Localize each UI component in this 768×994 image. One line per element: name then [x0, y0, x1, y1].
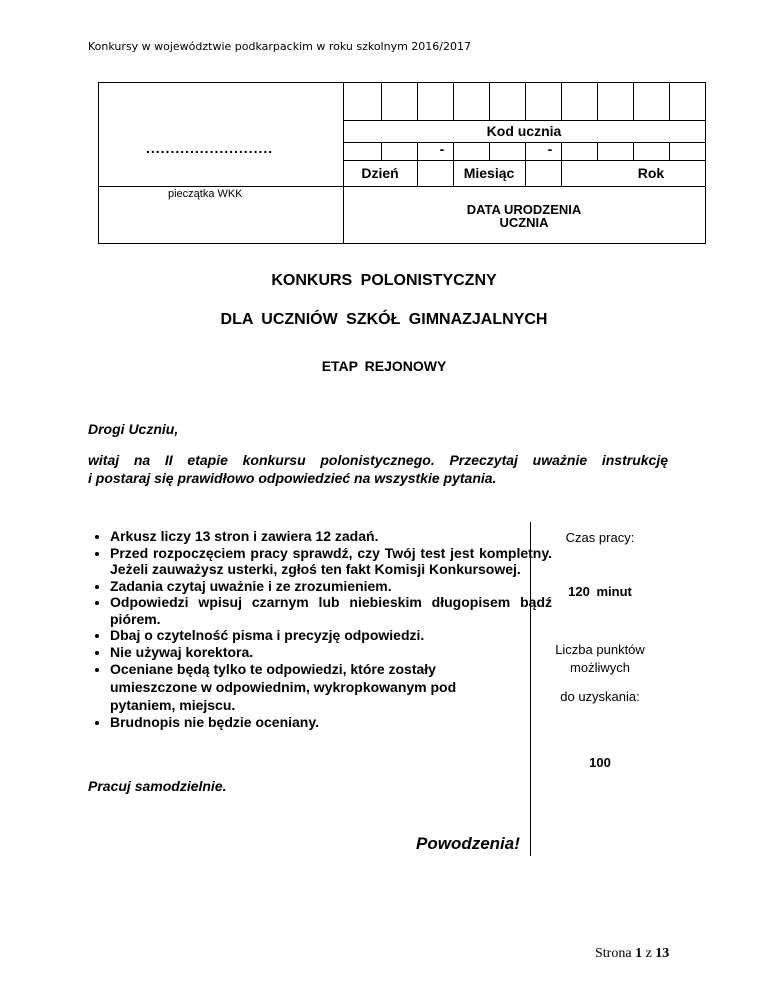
work-alone-note: Pracuj samodzielnie. — [88, 778, 227, 794]
page-number: Strona 1 z 13 — [595, 946, 670, 961]
points-value: 100 — [589, 755, 611, 770]
list-item: • Nie używaj korektora. — [110, 644, 552, 661]
column-divider — [530, 522, 531, 856]
stamp-dots: .......................... — [146, 140, 274, 156]
points-label: Liczba punktów możliwych — [555, 642, 645, 675]
time-value: 120 minut — [568, 584, 632, 599]
list-item: • Dbaj o czytelność pisma i precyzję odpowiedzi. — [110, 627, 552, 644]
intro-line-1: witaj na II etapie konkursu polonistycznego. Przeczytaj uważnie instrukcję — [88, 452, 668, 468]
list-item: • Arkusz liczy 13 stron i zawiera 12 zadań. — [110, 528, 552, 545]
points-label-cont: do uzyskania: — [560, 689, 640, 704]
instructions-list — [88, 528, 552, 731]
greeting: Drogi Uczniu, — [88, 421, 179, 437]
running-header: Konkursy w województwie podkarpackim w roku szkolnym 2016/2017 — [88, 40, 471, 53]
date-separator: - — [547, 141, 553, 157]
stage-title: ETAP REJONOWY — [321, 358, 447, 374]
good-luck: Powodzenia! — [416, 834, 520, 853]
list-item: • Odpowiedzi wpisuj czarnym lub niebieskim długopisem bądź piórem. — [110, 594, 552, 627]
month-label: Miesiąc — [463, 165, 515, 181]
student-info-box — [98, 82, 706, 244]
list-item: • Brudnopis nie będzie oceniany. — [110, 714, 552, 731]
birthdate-label: DATA URODZENIA UCZNIA — [466, 202, 582, 230]
stamp-label: pieczątka WKK — [168, 188, 243, 200]
contest-title: KONKURS POLONISTYCZNY — [271, 272, 497, 289]
time-label: Czas pracy: — [565, 530, 635, 545]
list-item: • Oceniane będą tylko te odpowiedzi, które zostały umieszczone w odpowiednim, wykropkowanym pod pytaniem, miejscu. — [110, 660, 490, 714]
audience-title: DLA UCZNIÓW SZKÓŁ GIMNAZJALNYCH — [220, 311, 548, 328]
list-item: • Zadania czytaj uważnie i ze zrozumieniem. — [110, 578, 552, 595]
day-label: Dzień — [361, 165, 399, 181]
intro-line-2: i postaraj się prawidłowo odpowiedzieć na wszystkie pytania. — [88, 470, 497, 486]
list-item: • Przed rozpoczęciem pracy sprawdź, czy Twój test jest kompletny. Jeżeli zauważysz usterki, zgłoś ten fakt Komisji Konkursowej. — [110, 545, 552, 578]
date-separator: - — [439, 141, 445, 157]
year-label: Rok — [637, 165, 665, 181]
student-code-label: Kod ucznia — [486, 123, 562, 139]
